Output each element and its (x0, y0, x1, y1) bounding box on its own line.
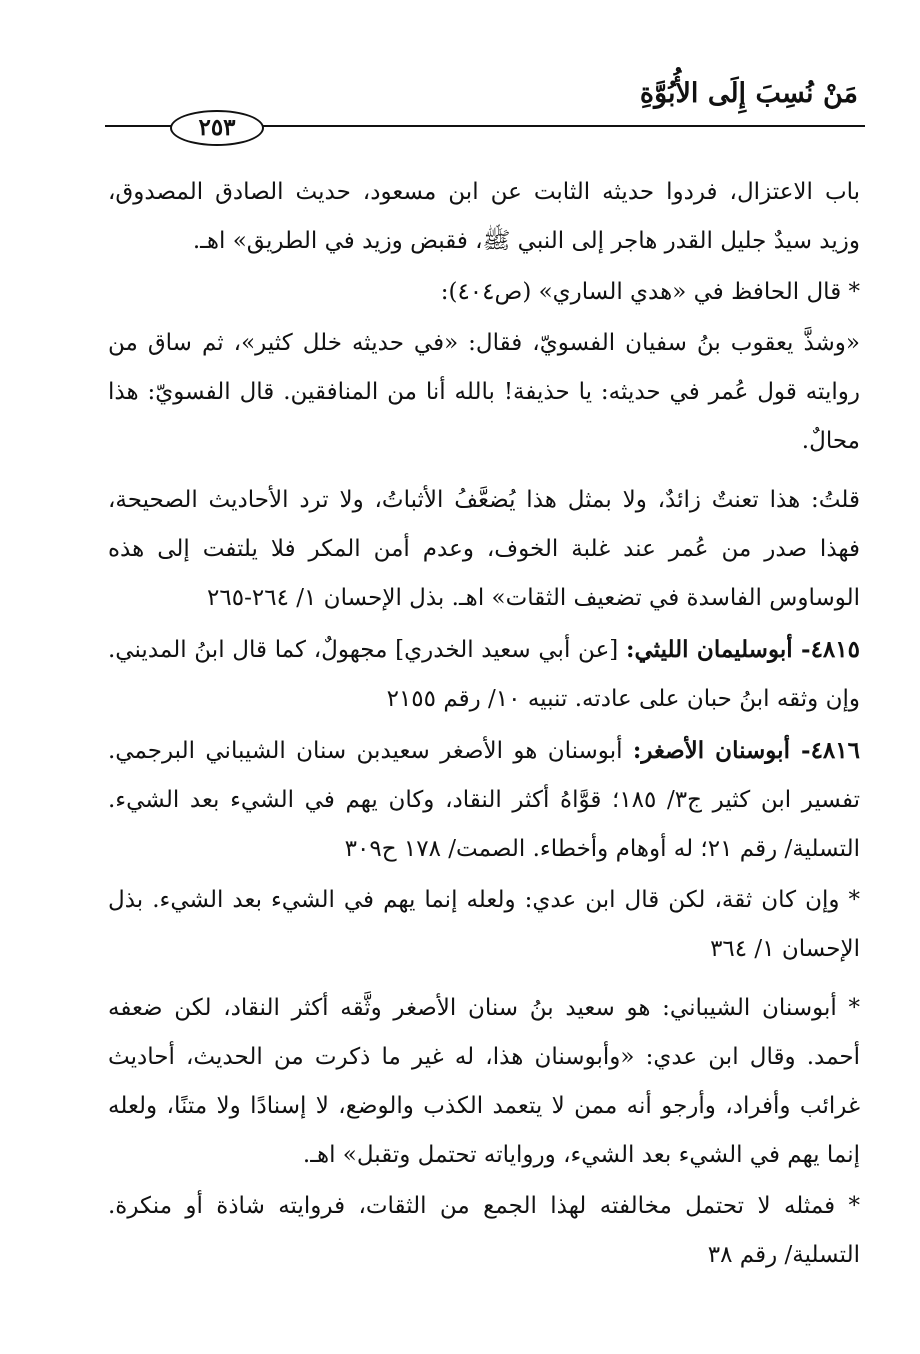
paragraph: * قال الحافظ في «هدي الساري» (ص٤٠٤): (440, 279, 860, 305)
entry-4815 (108, 625, 860, 724)
entry-text: أبوسنان هو الأصغر سعيدبن سنان الشيباني البرجمي. تفسير ابن كثير ج٣/ ١٨٥؛ قوَّاهُ أكثر النقاد، وكان يهم في الشيء بعد الشيء. التسلية/ رقم ٢١؛ له أوهام وأخطاء. الصمت/ ١٧٨ ح٣٠٩ (108, 738, 860, 862)
note: * فمثله لا تحتمل مخالفته لهذا الجمع من الثقات، فروايته شاذة أو منكرة. التسلية/ رقم ٣٨ (108, 1193, 860, 1268)
note: * وإن كان ثقة، لكن قال ابن عدي: ولعله إنما يهم في الشيء بعد الشيء. بذل الإحسان ١/ ٣٦٤ (108, 887, 860, 962)
paragraph: «وشذَّ يعقوب بنُ سفيان الفسويّ، فقال: «في حديثه خلل كثير»، ثم ساق من روايته قول عُمر في حديثه: يا حذيفة! بالله أنا من المنافقين. قال الفسويّ: هذا محالٌ. (108, 330, 860, 454)
paragraph: باب الاعتزال، فردوا حديثه الثابت عن ابن مسعود، حديث الصادق المصدوق، وزيد سيدٌ جليل القدر هاجر إلى النبي ﷺ، فقبض وزيد في الطريق» اهـ. (108, 179, 860, 254)
entry-text: [عن أبي سعيد الخدري] مجهولٌ، كما قال ابنُ المديني. وإن وثقه ابنُ حبان على عادته. تنبيه ١٠/ رقم ٢١٥٥ (108, 637, 860, 712)
running-header-title: مَنْ نُسِبَ إِلَى الأُبُوَّةِ (639, 78, 858, 109)
entry-heading: ٤٨١٦- أبوسنان الأصغر: (632, 737, 860, 764)
page-number: ٢٥٣ (170, 110, 264, 146)
page-body (108, 168, 860, 1290)
entry-heading: ٤٨١٥- أبوسليمان الليثي: (625, 636, 860, 663)
entry-4816 (108, 726, 860, 874)
note: * أبوسنان الشيباني: هو سعيد بنُ سنان الأصغر وثَّقه أكثر النقاد، لكن ضعفه أحمد. وقال ابن عدي: «وأبوسنان هذا، له غير ما ذكرت من الحديث، أحاديث غرائب وأفراد، وأرجو أنه ممن لا يتعمد الكذب والوضع، لا إسنادًا ولا متنًا، ولعله إنما يهم في الشيء بعد الشيء، ورواياته تحتمل وتقبل» اهـ. (108, 995, 860, 1168)
paragraph: قلتُ: هذا تعنتٌ زائدٌ، ولا بمثل هذا يُضعَّفُ الأثباتُ، ولا ترد الأحاديث الصحيحة، فهذا صدر من عُمر عند غلبة الخوف، وعدم أمن المكر فلا يلتفت إلى هذه الوساوس الفاسدة في تضعيف الثقات» اهـ. بذل الإحسان ١/ ٢٦٤-٢٦٥ (108, 487, 860, 611)
